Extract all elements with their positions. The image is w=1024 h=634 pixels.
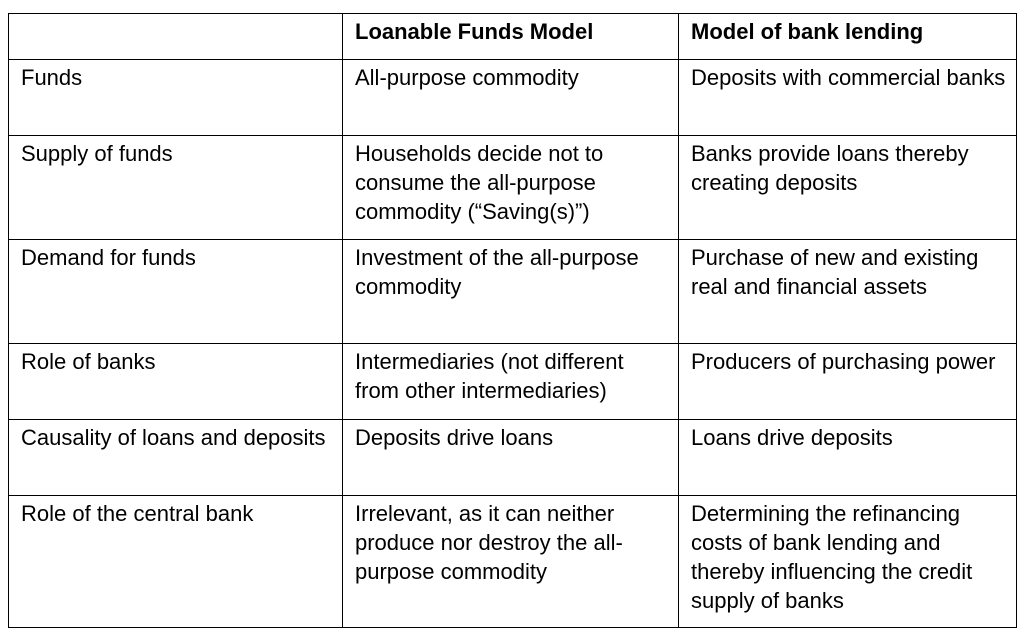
comparison-table: [8, 13, 1017, 628]
bank-lending-cell: Banks provide loans thereby creating deposits: [679, 136, 1017, 240]
bank-lending-cell: Determining the refinancing costs of bank lending and thereby influencing the credit supply of banks: [679, 496, 1017, 628]
table-row: [9, 136, 1017, 240]
loanable-funds-cell: Households decide not to consume the all-purpose commodity (“Saving(s)”): [343, 136, 679, 240]
table-row: [9, 496, 1017, 628]
loanable-funds-cell: All-purpose commodity: [343, 60, 679, 136]
loanable-funds-cell: Intermediaries (not different from other intermediaries): [343, 344, 679, 420]
row-label-cell: Demand for funds: [9, 240, 343, 344]
bank-lending-cell: Producers of purchasing power: [679, 344, 1017, 420]
bank-lending-cell: Loans drive deposits: [679, 420, 1017, 496]
header-cell-bank-lending: Model of bank lending: [679, 14, 1017, 60]
table-row: [9, 240, 1017, 344]
loanable-funds-cell: Deposits drive loans: [343, 420, 679, 496]
loanable-funds-cell: Investment of the all-purpose commodity: [343, 240, 679, 344]
header-row: [9, 14, 1017, 60]
row-label-cell: Role of banks: [9, 344, 343, 420]
row-label-cell: Supply of funds: [9, 136, 343, 240]
row-label-cell: Funds: [9, 60, 343, 136]
bank-lending-cell: Deposits with commercial banks: [679, 60, 1017, 136]
table-row: [9, 344, 1017, 420]
bank-lending-cell: Purchase of new and existing real and financial assets: [679, 240, 1017, 344]
table-row: [9, 420, 1017, 496]
header-cell-loanable-funds: Loanable Funds Model: [343, 14, 679, 60]
table-row: [9, 60, 1017, 136]
header-cell-empty: [9, 14, 343, 60]
loanable-funds-cell: Irrelevant, as it can neither produce nor destroy the all-purpose commodity: [343, 496, 679, 628]
row-label-cell: Role of the central bank: [9, 496, 343, 628]
row-label-cell: Causality of loans and deposits: [9, 420, 343, 496]
